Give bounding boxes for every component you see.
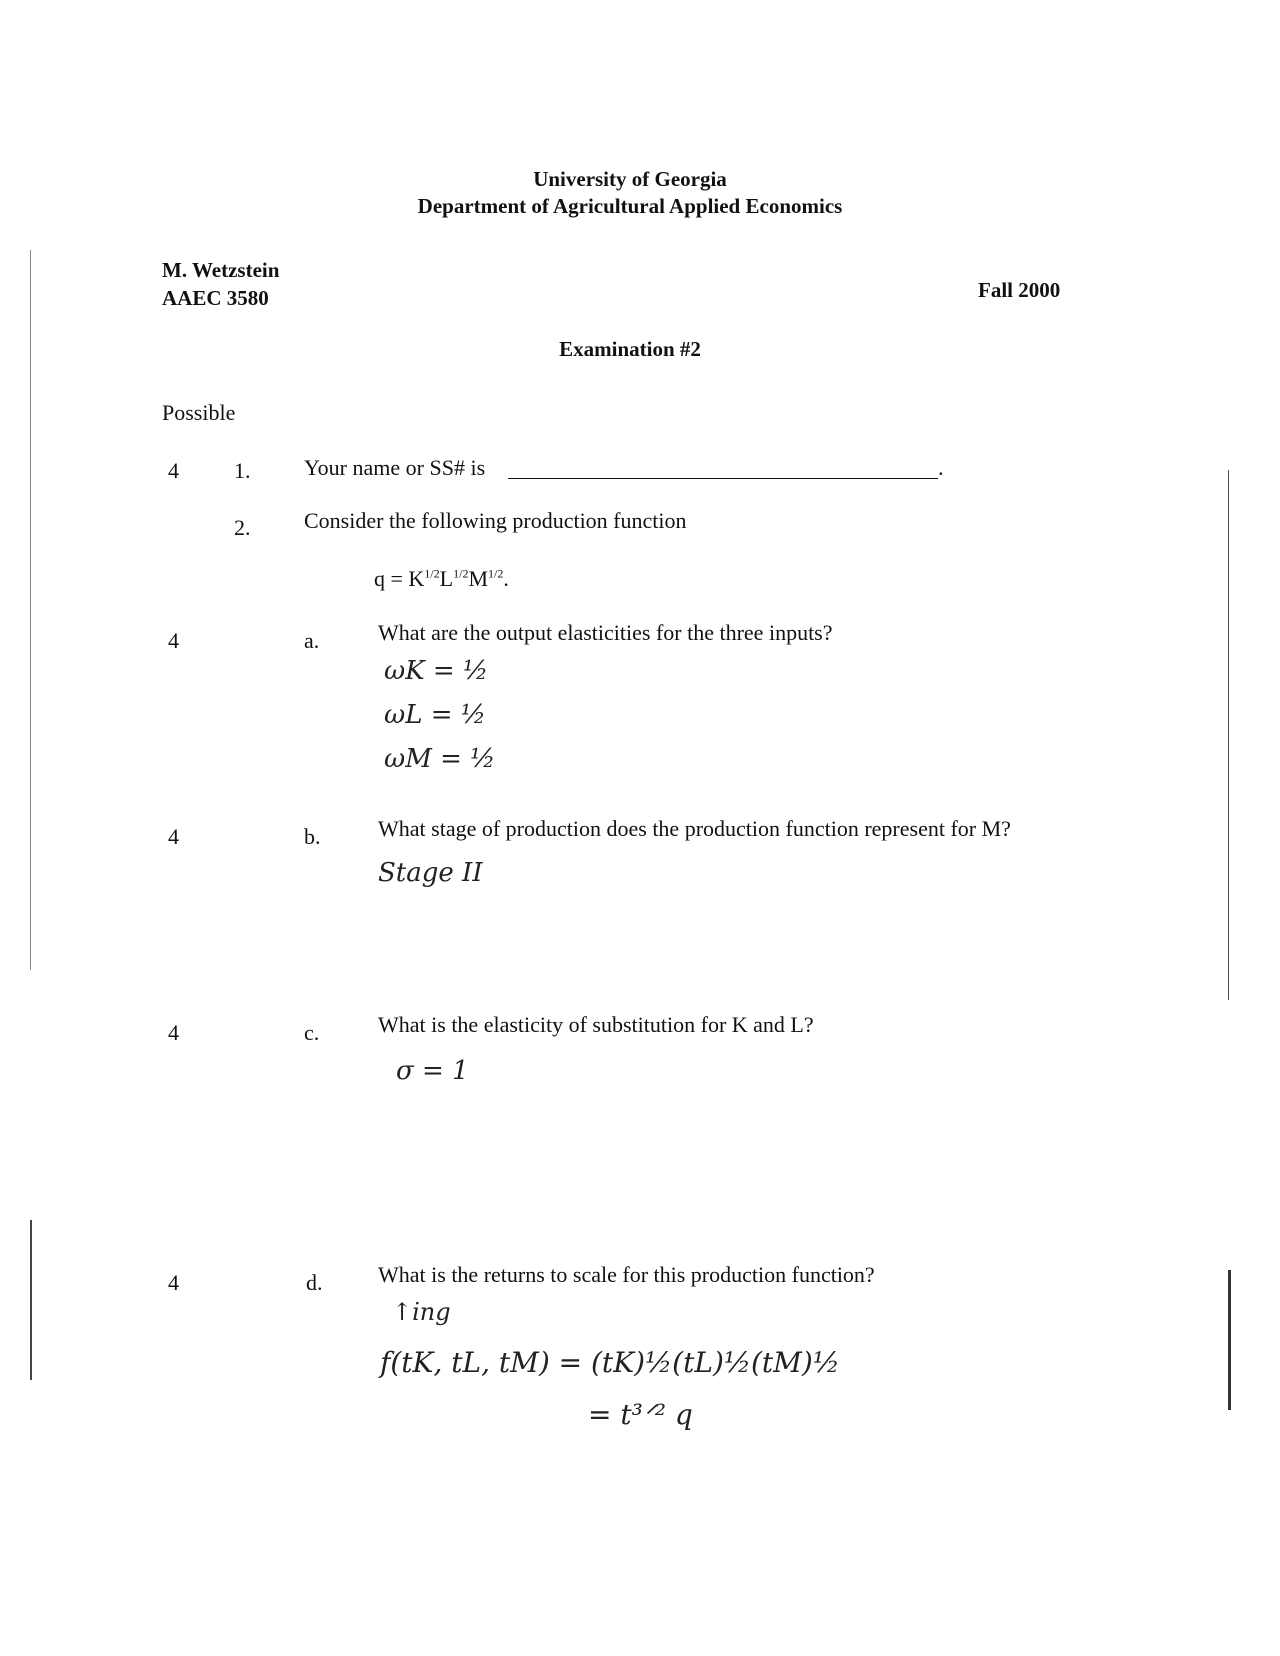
part-b-text: What stage of production does the production function represent for M?: [378, 816, 1011, 841]
part-d-points: 4: [168, 1270, 179, 1295]
part-d-label: d.: [306, 1270, 323, 1295]
q1-points: 4: [168, 458, 179, 483]
equation-k-exp: 1/2: [424, 566, 440, 581]
q2-number: 2.: [234, 515, 251, 540]
possible-label: Possible: [162, 400, 236, 425]
part-a-label: a.: [304, 628, 320, 653]
part-c-points: 4: [168, 1020, 179, 1045]
part-d-text: What is the returns to scale for this production function?: [378, 1262, 875, 1287]
instructor-name: M. Wetzstein: [162, 258, 280, 282]
part-d-answer-1: ↑ing: [392, 1298, 451, 1326]
part-a-answer-2: ωL = ½: [384, 700, 486, 730]
q2-text: Consider the following production function: [304, 508, 687, 533]
equation-k: K: [408, 566, 425, 591]
equation-l-exp: 1/2: [453, 566, 469, 581]
part-a-text: What are the output elasticities for the three inputs?: [378, 620, 833, 645]
name-blank-line[interactable]: [508, 477, 938, 479]
part-b-points: 4: [168, 824, 179, 849]
q1-number: 1.: [234, 458, 251, 483]
equation-m-exp: 1/2: [488, 566, 504, 581]
part-c-text: What is the elasticity of substitution for K and L?: [378, 1012, 814, 1037]
scan-edge-right: [1228, 470, 1229, 1000]
equation-end: .: [503, 566, 509, 591]
scan-edge-left: [30, 250, 31, 970]
exam-title: Examination #2: [559, 337, 701, 361]
scan-edge-left-lower: [30, 1220, 32, 1380]
part-c-answer: σ = 1: [396, 1056, 469, 1086]
q1-blank-end: .: [938, 455, 944, 480]
part-a-points: 4: [168, 628, 179, 653]
scan-edge-right-lower: [1228, 1270, 1231, 1410]
equation-lhs: q =: [374, 566, 409, 591]
part-c-label: c.: [304, 1020, 320, 1045]
department-title: Department of Agricultural Applied Economics: [417, 194, 843, 218]
equation-l: L: [439, 566, 454, 591]
part-d-answer-2: f(tK, tL, tM) = (tK)½(tL)½(tM)½: [380, 1346, 840, 1379]
university-title: University of Georgia: [533, 167, 727, 191]
part-b-label: b.: [304, 824, 321, 849]
part-a-answer-3: ωM = ½: [384, 744, 496, 774]
part-b-answer: Stage II: [378, 858, 483, 888]
term: Fall 2000: [978, 278, 1061, 302]
q1-text: Your name or SS# is: [304, 455, 486, 480]
production-function-equation: [374, 566, 509, 592]
equation-m: M: [468, 566, 489, 591]
part-a-answer-1: ωK = ½: [384, 656, 489, 686]
course-number: AAEC 3580: [162, 286, 269, 310]
part-d-answer-3: = t³ᐟ² q: [588, 1398, 693, 1431]
